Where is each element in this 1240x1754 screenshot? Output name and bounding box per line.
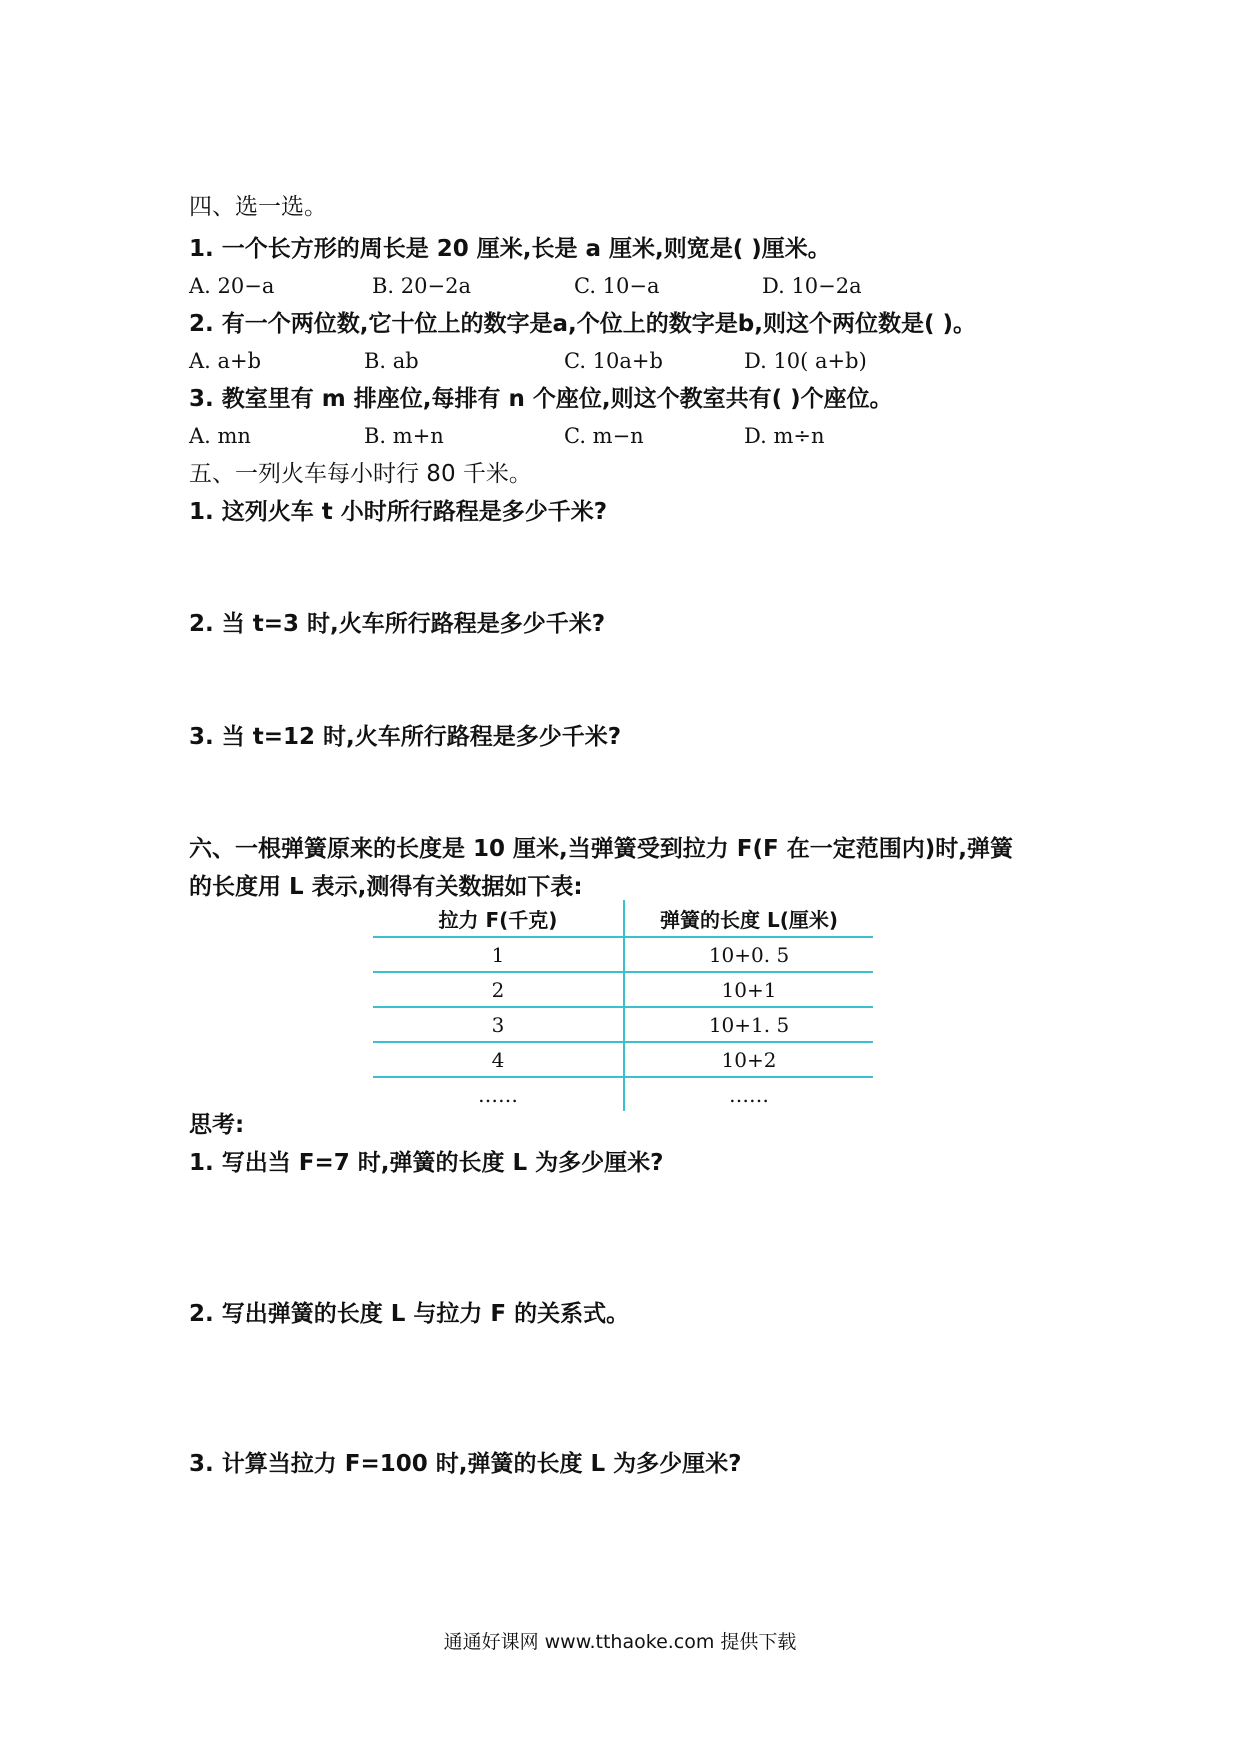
table-row — [373, 972, 873, 1007]
option-b: B. ab — [364, 349, 419, 373]
table-row — [373, 1007, 873, 1042]
table-cell: …… — [729, 1082, 769, 1107]
header-force: 拉力 F(千克) — [373, 900, 624, 937]
table-cell: 2 — [373, 972, 624, 1007]
option-a: A. mn — [189, 424, 251, 448]
option-b: B. 20−2a — [372, 274, 471, 298]
table-cell: 3 — [373, 1007, 624, 1042]
table-cell: 4 — [373, 1042, 624, 1077]
table-cell: 10+2 — [624, 1042, 873, 1077]
question-6-1: 1. 写出当 F=7 时,弹簧的长度 L 为多少厘米? — [189, 1150, 664, 1176]
section-6-heading-line-1: 六、一根弹簧原来的长度是 10 厘米,当弹簧受到拉力 F(F 在一定范围内)时,弹簧 — [189, 836, 1013, 862]
option-d: D. m÷n — [744, 424, 825, 448]
header-length: 弹簧的长度 L(厘米) — [624, 900, 873, 937]
question-4-1: 1. 一个长方形的周长是 20 厘米,长是 a 厘米,则宽是( )厘米。 — [189, 236, 831, 262]
option-a: A. a+b — [189, 349, 262, 373]
question-4-2: 2. 有一个两位数,它十位上的数字是a,个位上的数字是b,则这个两位数是( )。 — [189, 311, 976, 337]
spring-data-table — [373, 900, 873, 1111]
question-6-2: 2. 写出弹簧的长度 L 与拉力 F 的关系式。 — [189, 1301, 630, 1327]
think-label: 思考: — [189, 1112, 245, 1138]
question-5-2: 2. 当 t=3 时,火车所行路程是多少千米? — [189, 611, 606, 637]
footer-source: 通通好课网 www.tthaoke.com 提供下载 — [443, 1631, 797, 1653]
table-cell: 10+1 — [624, 972, 873, 1007]
question-6-3: 3. 计算当拉力 F=100 时,弹簧的长度 L 为多少厘米? — [189, 1451, 742, 1477]
table-cell: 10+0. 5 — [624, 937, 873, 972]
option-c: C. m−n — [564, 424, 644, 448]
table-row — [373, 1042, 873, 1077]
question-5-3: 3. 当 t=12 时,火车所行路程是多少千米? — [189, 724, 622, 750]
table-cell: …… — [373, 1077, 624, 1111]
table-row — [373, 937, 873, 972]
question-4-3: 3. 教室里有 m 排座位,每排有 n 个座位,则这个教室共有( )个座位。 — [189, 386, 893, 412]
section-4-heading: 四、选一选。 — [189, 194, 327, 220]
question-5-1: 1. 这列火车 t 小时所行路程是多少千米? — [189, 499, 608, 525]
table-row — [373, 1077, 873, 1111]
option-d: D. 10( a+b) — [744, 349, 867, 373]
option-c: C. 10a+b — [564, 349, 663, 373]
option-b: B. m+n — [364, 424, 444, 448]
table-cell: 10+1. 5 — [624, 1007, 873, 1042]
section-6-heading-line-2: 的长度用 L 表示,测得有关数据如下表: — [189, 874, 583, 900]
table-header-row — [373, 900, 873, 937]
option-d: D. 10−2a — [762, 274, 862, 298]
section-5-heading: 五、一列火车每小时行 80 千米。 — [189, 461, 532, 487]
table-cell: 1 — [373, 937, 624, 972]
option-c: C. 10−a — [574, 274, 660, 298]
option-a: A. 20−a — [189, 274, 275, 298]
